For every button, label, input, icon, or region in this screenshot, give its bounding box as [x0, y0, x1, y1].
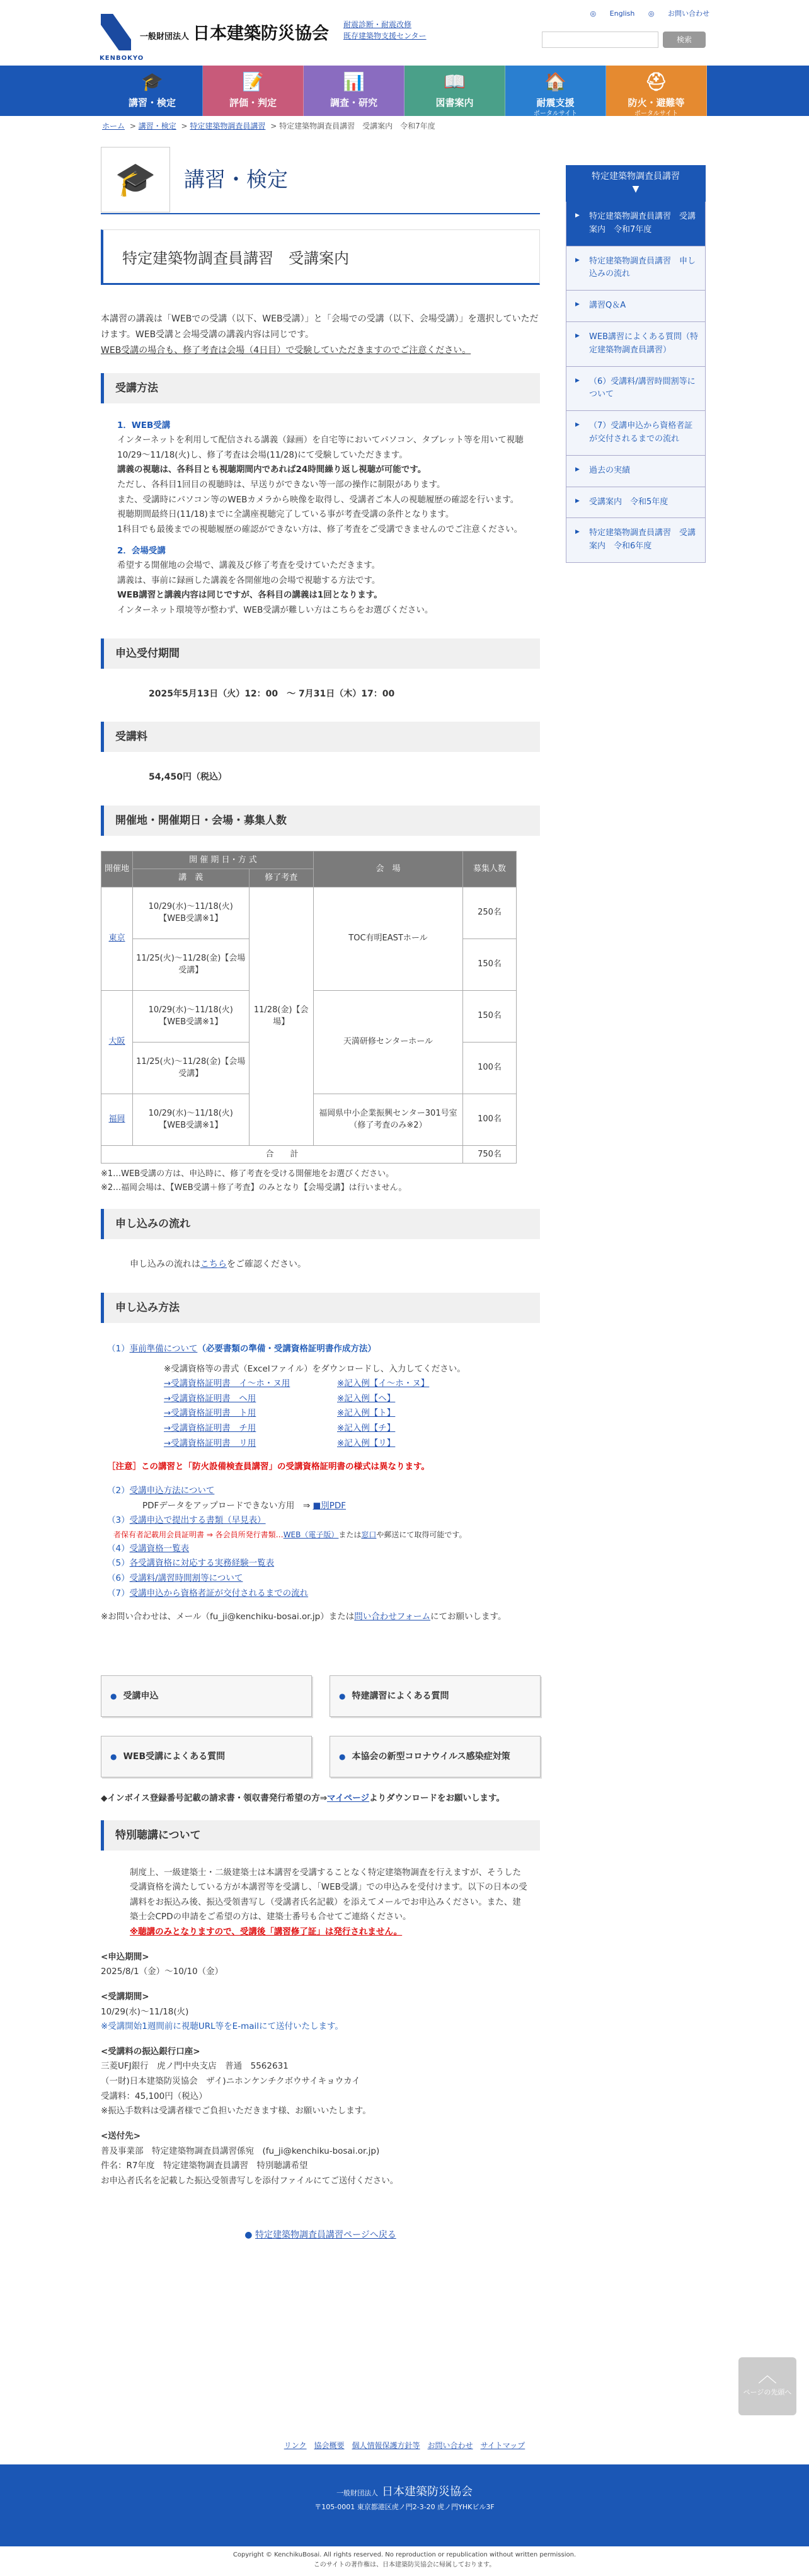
exam-cell: 11/28(金)【会場】 [249, 887, 313, 1145]
th-dates: 開 催 期 日・方 式 [133, 851, 314, 869]
docs-end: や郵送にて取得可能です。 [376, 1530, 467, 1539]
sidebar-heading [566, 165, 706, 202]
apply-item-6 [107, 1571, 540, 1586]
form-row [164, 1421, 540, 1436]
nav-icon: 🎓 [141, 71, 163, 92]
capacity-cell: 100名 [463, 1042, 517, 1094]
experience-link[interactable]: 各受講資格に対応する実務経験一覧表 [129, 1558, 275, 1569]
footer-org [0, 2483, 809, 2502]
global-nav [0, 66, 809, 116]
capacity-cell: 150名 [463, 939, 517, 990]
flow-post: をご確認ください。 [227, 1259, 306, 1270]
nav-item-4[interactable] [505, 66, 606, 116]
footer-link[interactable]: サイトマップ [480, 2441, 525, 2450]
contact-end: にてお願いします。 [430, 1612, 507, 1622]
lecture-cell: 10/29(水)〜11/18(火)【WEB受講※1】 [133, 990, 250, 1042]
back-link-wrap [101, 2227, 540, 2243]
venue-text-2: 講義は、事前に録画した講義を各開催地の会場で視聴する方法です。 [117, 575, 381, 586]
lecture-cell: 11/25(火)〜11/28(金)【会場受講】 [133, 1042, 250, 1094]
form-example-link[interactable]: ※記入例【リ】 [337, 1438, 396, 1448]
nav-icon: 📊 [343, 71, 365, 92]
apply-item-5 [107, 1556, 540, 1571]
flow-pre: 申し込みの流れは [130, 1259, 200, 1270]
logo-icon[interactable] [101, 14, 131, 50]
total-label: 合 計 [101, 1145, 463, 1164]
nav-label: 講習・検定 [128, 97, 176, 108]
faq-web-button[interactable]: ● WEB受講によくある質問 [101, 1736, 312, 1777]
num: （2） [107, 1485, 130, 1496]
chevron-down-icon: ▼ [632, 184, 640, 194]
send-3: お申込者氏名を記載した振込受領書写しを添付ファイルにてご送付ください。 [101, 2175, 399, 2186]
capacity-cell: 250名 [463, 887, 517, 939]
breadcrumb-course[interactable]: 特定建築物調査員講習 [190, 122, 266, 130]
nav-label: 評価・判定 [229, 97, 277, 108]
mypage-link[interactable]: マイページ [327, 1793, 370, 1803]
certificate-flow-link[interactable]: 受講申込から資格者証が交付されるまでの流れ [129, 1588, 309, 1598]
sidebar-item[interactable]: ▶ 特定建築物調査員講習 受講案内 令和6年度 [566, 518, 706, 563]
nav-sublabel: ポータルサイト [533, 110, 578, 118]
breadcrumb-courses[interactable]: 講習・検定 [138, 122, 176, 130]
forms-desc: ※受講資格等の書式（Excelファイル）をダウンロードし、入力してください。 [164, 1363, 466, 1374]
forms-list [164, 1377, 540, 1451]
footer-link[interactable]: 協会概要 [314, 2441, 345, 2450]
org-prefix: 一般財団法人 [140, 32, 190, 42]
sidebar-item[interactable]: ▶ 特定建築物調査員講習 申し込みの流れ [566, 246, 706, 291]
main-content [101, 146, 540, 2243]
chevron-up-icon: ︿ [758, 2365, 777, 2387]
send-heading: <送付先> [101, 2130, 141, 2141]
back-arrow-icon: ● [244, 2230, 253, 2241]
invoice-post: よりダウンロードをお願いします。 [369, 1793, 505, 1803]
form-row [164, 1392, 540, 1407]
th-venue: 会 場 [313, 851, 462, 887]
venue-tokyo: TOC有明EASTホール [313, 887, 462, 990]
method-block [101, 403, 540, 625]
table-note-2: ※2…福岡会場は、【WEB受講＋修了考査】のみとなり【会場受講】は行いません。 [101, 1183, 407, 1193]
web-text-1: インターネットを利用して配信される講義（録画）を自宅等においてパソコン、タブレット等を用いて視聴10/29〜11/18(火)し、修了考査は会場(11/28)にて受験していただきます。 [117, 435, 524, 460]
special-warning: ※聴講のみとなりますので、受講後「講習修了証」は発行されません。 [130, 1927, 403, 1937]
intro-p2: WEB受講の場合も、修了考査は会場（4日目）で受験していただきますのでご注意ください。 [101, 345, 471, 356]
contact-link[interactable]: ◎ お問い合わせ [648, 9, 709, 18]
form-example-link[interactable]: ※記入例【チ】 [337, 1423, 396, 1433]
th-place: 開催地 [101, 851, 133, 887]
nav-label: 図書案内 [435, 97, 474, 108]
copyright-2: このサイトの著作権は、日本建築防災協会に帰属しております。 [313, 2562, 496, 2568]
footer-link[interactable]: お問い合わせ [427, 2441, 473, 2450]
sidebar-item[interactable]: ▶ WEB講習によくある質問（特定建築物調査員講習） [566, 322, 706, 367]
header-link-support[interactable]: 既存建築物支援センター [343, 32, 427, 40]
section-heading-period: 申込受付期間 [101, 638, 540, 669]
contact-form-link[interactable]: 問い合わせフォーム [354, 1612, 431, 1622]
special-text: 制度上、一級建築士・二級建築士は本講習を受講することなく特定建築物調査を行えますが、そうした受講資格を満たしている方が本講習等を受講し、「WEB受講」での申込みを受付けます。以下の日本の受講料をお振込み後、振込受領書写し（受講者氏名記載）を添えてメールでお申込みください。また、建築士会CPDの申請をご希望の方は、建築士番号も合せてご連絡ください。 [130, 1867, 527, 1922]
footer-link[interactable]: 個人情報保護方針等 [352, 2441, 420, 2450]
place-tokyo[interactable] [101, 887, 133, 990]
num: （5） [107, 1558, 130, 1569]
total-capacity: 750名 [463, 1145, 517, 1164]
contact-note [101, 1610, 540, 1625]
org-name: 日本建築防災協会 [193, 24, 330, 43]
venue-heading: 2．会場受講 [117, 545, 166, 556]
apply-button[interactable]: ● 受講申込 [101, 1675, 312, 1717]
qualification-link[interactable]: 受講資格一覧表 [129, 1543, 190, 1554]
faq-course-button[interactable]: ● 特建講習によくある質問 [330, 1675, 541, 1717]
form-row [164, 1377, 540, 1392]
top-links [579, 8, 709, 20]
graduation-cap-icon: 🎓 [101, 147, 170, 212]
nav-label: 調査・研究 [330, 97, 377, 108]
apply-item-3 [107, 1513, 540, 1528]
web-heading: 1．WEB受講 [117, 420, 171, 430]
header-link-diagnosis[interactable]: 耐震診断・耐震改修 [343, 20, 412, 29]
nav-item-2[interactable] [304, 66, 404, 116]
send-2: 件名：R7年度 特定建築物調査員講習 特別聴講希望 [101, 2161, 308, 2171]
form-example-link[interactable]: ※記入例【ヘ】 [337, 1393, 396, 1404]
form-download-link[interactable]: →受講資格証明書 チ用 [164, 1423, 256, 1433]
nav-item-3[interactable] [404, 66, 505, 116]
form-warning: ［注意］この講習と「防火設備検査員講習」の受講資格証明書の様式は異なります。 [107, 1462, 430, 1472]
apply-item-1 [107, 1342, 540, 1357]
lecture-cell: 10/29(水)〜11/18(火)【WEB受講※1】 [133, 1094, 250, 1145]
web-text-5: 視聴期間最終日(11/18)までに全講座視聴完了している事が考査受講の条件となります。 [117, 509, 454, 520]
period-value: 2025/8/1（金）〜10/10（金） [101, 1967, 224, 1977]
study-heading: <受講期間> [101, 1991, 149, 2002]
nav-icon: 🏠 [544, 71, 566, 92]
apply-item-7 [107, 1586, 540, 1602]
bank-heading: <受講料の振込銀行口座> [101, 2046, 200, 2057]
venue-text-4: インターネット環境等が整わず、WEB受講が難しい方はこちらをお選びください。 [117, 605, 433, 616]
footer-prefix: 一般財団法人 [336, 2489, 378, 2497]
capacity-cell: 150名 [463, 990, 517, 1042]
place-fukuoka[interactable] [101, 1094, 133, 1145]
web-link[interactable]: WEB（電子版） [283, 1530, 339, 1539]
study-value: 10/29(水)〜11/18(火) [101, 2006, 189, 2017]
send-1: 普及事業部 特定建築物調査員講習係宛 (fu_ji@kenchiku-bosai.or.jp) [101, 2146, 380, 2156]
nav-sublabel: ポータルサイト [634, 110, 679, 118]
th-capacity: 募集人数 [463, 851, 517, 887]
section-heading-apply: 申し込み方法 [101, 1293, 540, 1323]
table-note-1: ※1…WEB受講の方は、申込時に、修了考査を受ける開催地をお選びください。 [101, 1169, 394, 1179]
venue-text-1: 希望する開催地の会場で、講義及び修了考査を受けていただきます。 [117, 560, 381, 571]
special-block [101, 1851, 540, 2195]
form-download-link[interactable]: →受講資格証明書 リ用 [164, 1438, 256, 1448]
search-button[interactable]: 検索 [663, 32, 706, 48]
nav-item-0[interactable] [102, 66, 203, 116]
pdf-desc: PDFデータをアップロードできない方用 ⇒ [142, 1500, 311, 1511]
button-grid [101, 1675, 540, 1777]
form-example-link[interactable]: ※記入例【イ〜ホ・ヌ】 [337, 1378, 430, 1389]
place-osaka[interactable] [101, 990, 133, 1094]
apply-item-4 [107, 1542, 540, 1557]
prep-link[interactable]: 事前準備について [129, 1343, 198, 1354]
venue-osaka: 天満研修センターホール [313, 990, 462, 1094]
english-link[interactable]: ◎ English [590, 9, 635, 18]
section-heading-flow: 申し込みの流れ [101, 1209, 540, 1239]
course-fee: 54,450円（税込） [149, 772, 227, 783]
copyright [0, 2546, 809, 2570]
footer-name: 日本建築防災協会 [382, 2485, 473, 2498]
form-example-link[interactable]: ※記入例【ト】 [337, 1408, 396, 1419]
form-row [164, 1436, 540, 1452]
bank-3: 受講料：45,100円（税込） [101, 2091, 207, 2101]
prep-note: （必要書類の準備・受講資格証明書作成方法） [197, 1343, 376, 1354]
form-download-link[interactable]: →受講資格証明書 ヘ用 [164, 1393, 256, 1404]
breadcrumb-home[interactable]: ホーム [102, 122, 125, 130]
section-heading-special: 特別聴講について [101, 1820, 540, 1851]
num: （7） [107, 1588, 130, 1598]
place-tokyo-link[interactable]: 東京 [108, 933, 125, 944]
bank-4: ※振込手数料は受講者様でご負担いただきます様、お願いいたします。 [101, 2106, 371, 2117]
num: （6） [107, 1573, 130, 1583]
web-text-2: 講義の視聴は、各科目とも視聴期間内であれば24時間繰り返し視聴が可能です。 [117, 465, 427, 475]
contact-label: お問い合わせ [668, 9, 709, 18]
th-lecture: 講 義 [133, 869, 250, 887]
nav-icon: 📝 [242, 71, 264, 92]
nav-label: 耐震支援 [536, 97, 575, 108]
sidebar-item[interactable]: ▶ 特定建築物調査員講習 受講案内 令和7年度 [566, 202, 706, 246]
apply-item-2 [107, 1484, 540, 1499]
documents-link[interactable]: 受講申込で提出する書類（早見表） [129, 1515, 266, 1526]
th-exam: 修了考査 [249, 869, 313, 887]
section-heading-fee: 受講料 [101, 722, 540, 752]
venue-fukuoka: 福岡県中小企業振興センター301号室（修了考査のみ※2） [313, 1094, 462, 1145]
sidebar-item[interactable]: ▶ （7）受講申込から資格者証が交付されるまでの流れ [566, 411, 706, 456]
bank-2: （一財)日本建築防災協会 ザイ)ニホンケンチクボウサイキョウカイ [101, 2076, 360, 2086]
invoice-note [101, 1791, 540, 1806]
breadcrumb-current: 特定建築物調査員講習 受講案内 令和7年度 [279, 122, 435, 130]
section-heading-method: 受講方法 [101, 373, 540, 403]
page-title: 特定建築物調査員講習 受講案内 [101, 229, 540, 285]
form-row [164, 1406, 540, 1421]
window-link[interactable]: 窓口 [361, 1530, 377, 1539]
sidebar-item[interactable]: ▶ 過去の実績 [566, 456, 706, 487]
contact-desc: ※お問い合わせは、メール（fu_ji@kenchiku-bosai.or.jp）または [101, 1612, 355, 1622]
period-heading: <申込期間> [101, 1951, 149, 1962]
footer-address: 〒105-0001 東京都港区虎ノ門2-3-20 虎ノ門YHKビル3F [314, 2502, 495, 2511]
english-label: English [609, 9, 635, 18]
sidebar-item[interactable]: ▶ （6）受講料/講習時間割等について [566, 367, 706, 412]
nav-icon: ⛑ [645, 71, 668, 92]
covid-measures-button[interactable]: ● 本協会の新型コロナウイルス感染症対策 [330, 1736, 541, 1777]
sidebar-list [566, 202, 706, 563]
application-period: 2025年5月13日（火）12：00 ～ 7月31日（木）17：00 [149, 688, 395, 699]
lecture-cell: 11/25(火)〜11/28(金)【会場受講】 [133, 939, 250, 990]
header-links [343, 19, 427, 42]
capacity-cell: 100名 [463, 1094, 517, 1145]
logo-subtext: KENBOKYO [100, 55, 144, 62]
footer-link[interactable]: リンク [284, 2441, 307, 2450]
breadcrumb: ホーム > 講習・検定 > 特定建築物調査員講習 > 特定建築物調査員講習 受講案内 令和7年度 [102, 122, 435, 130]
or: または [338, 1530, 362, 1539]
pdf-note [107, 1499, 540, 1514]
web-text-3: ただし、各科目1回目の視聴時は、早送りができない等一部の操作に制限があります。 [117, 480, 445, 490]
docs-desc: 者保有者記載用会員証明書 ⇒ 各会員所発行書類… [113, 1530, 284, 1539]
pdf-link[interactable]: ■別PDF [313, 1500, 347, 1511]
web-text-6: 1科目でも最後までの視聴履歴の確認ができない方は、修了考査をご受講できませんのでご注意ください。 [117, 524, 523, 534]
num: （1） [107, 1343, 130, 1354]
place-osaka-link[interactable]: 大阪 [108, 1037, 125, 1047]
num: （4） [107, 1543, 130, 1554]
web-text-4: また、受講時にパソコン等のWEBカメラから映像を取得し、受講者ご本人の視聴履歴の確認を行います。 [117, 494, 519, 505]
sidebar-item[interactable]: ▶ 受講案内 令和5年度 [566, 487, 706, 519]
place-fukuoka-link[interactable]: 福岡 [108, 1114, 125, 1124]
nav-label: 防火・避難等 [628, 97, 685, 108]
sidebar-item[interactable]: ▶ 講習Q＆A [566, 291, 706, 322]
forms-block [107, 1362, 540, 1452]
sidebar-title: 特定建築物調査員講習 [592, 171, 680, 182]
site-header [0, 0, 809, 66]
copyright-1: Copyright © KenchikuBosai. All rights reserved. No reproduction or republication without written permission. [232, 2551, 577, 2558]
site-logo-text[interactable] [140, 19, 329, 49]
page-top-label: ページの先頭へ [743, 2388, 792, 2396]
back-link[interactable]: 特定建築物調査員講習ページへ戻る [255, 2230, 396, 2241]
bank-1: 三菱UFJ銀行 虎ノ門中央支店 普通 5562631 [101, 2061, 289, 2072]
documents-note [107, 1528, 540, 1542]
intro-text [101, 311, 540, 359]
nav-icon: 📖 [444, 71, 466, 92]
category-header [101, 146, 540, 214]
category-title: 講習・検定 [184, 167, 288, 192]
num: （3） [107, 1515, 130, 1526]
page-top-button[interactable] [738, 2357, 796, 2415]
study-note: ※受講開始1週間前に視聴URL等をE-mailにて送付いたします。 [101, 2021, 343, 2032]
form-download-link[interactable]: →受講資格証明書 イ〜ホ・ヌ用 [164, 1378, 290, 1389]
nav-item-5[interactable] [606, 66, 707, 116]
nav-item-1[interactable] [203, 66, 304, 116]
apply-block [101, 1323, 540, 1631]
fee-schedule-link[interactable]: 受講料/講習時間割等について [129, 1573, 243, 1583]
lecture-cell: 10/29(水)〜11/18(火)【WEB受講※1】 [133, 887, 250, 939]
section-heading-venues: 開催地・開催期日・会場・募集人数 [101, 806, 540, 836]
intro-p1: 本講習の講義は「WEBでの受講（以下、WEB受講）」と「会場での受講（以下、会場受講）」を選択していただけます。WEB受講と会場受講の講義内容は同じです。 [101, 314, 539, 340]
flow-text [101, 1239, 540, 1279]
flow-link[interactable]: こちら [200, 1259, 227, 1270]
apply-method-link[interactable]: 受講申込方法について [129, 1485, 215, 1496]
sidebar [566, 165, 706, 563]
footer-links [0, 2439, 809, 2452]
form-download-link[interactable]: →受講資格証明書 ト用 [164, 1408, 256, 1419]
site-footer [0, 2464, 809, 2546]
venue-text-3: WEB講習と講義内容は同じですが、各科目の講義は1回となります。 [117, 590, 382, 601]
venue-table [101, 851, 517, 1164]
search-input[interactable] [542, 32, 658, 48]
invoice-pre: ◆インボイス登録番号記載の請求書・領収書発行希望の方⇒ [101, 1793, 328, 1803]
